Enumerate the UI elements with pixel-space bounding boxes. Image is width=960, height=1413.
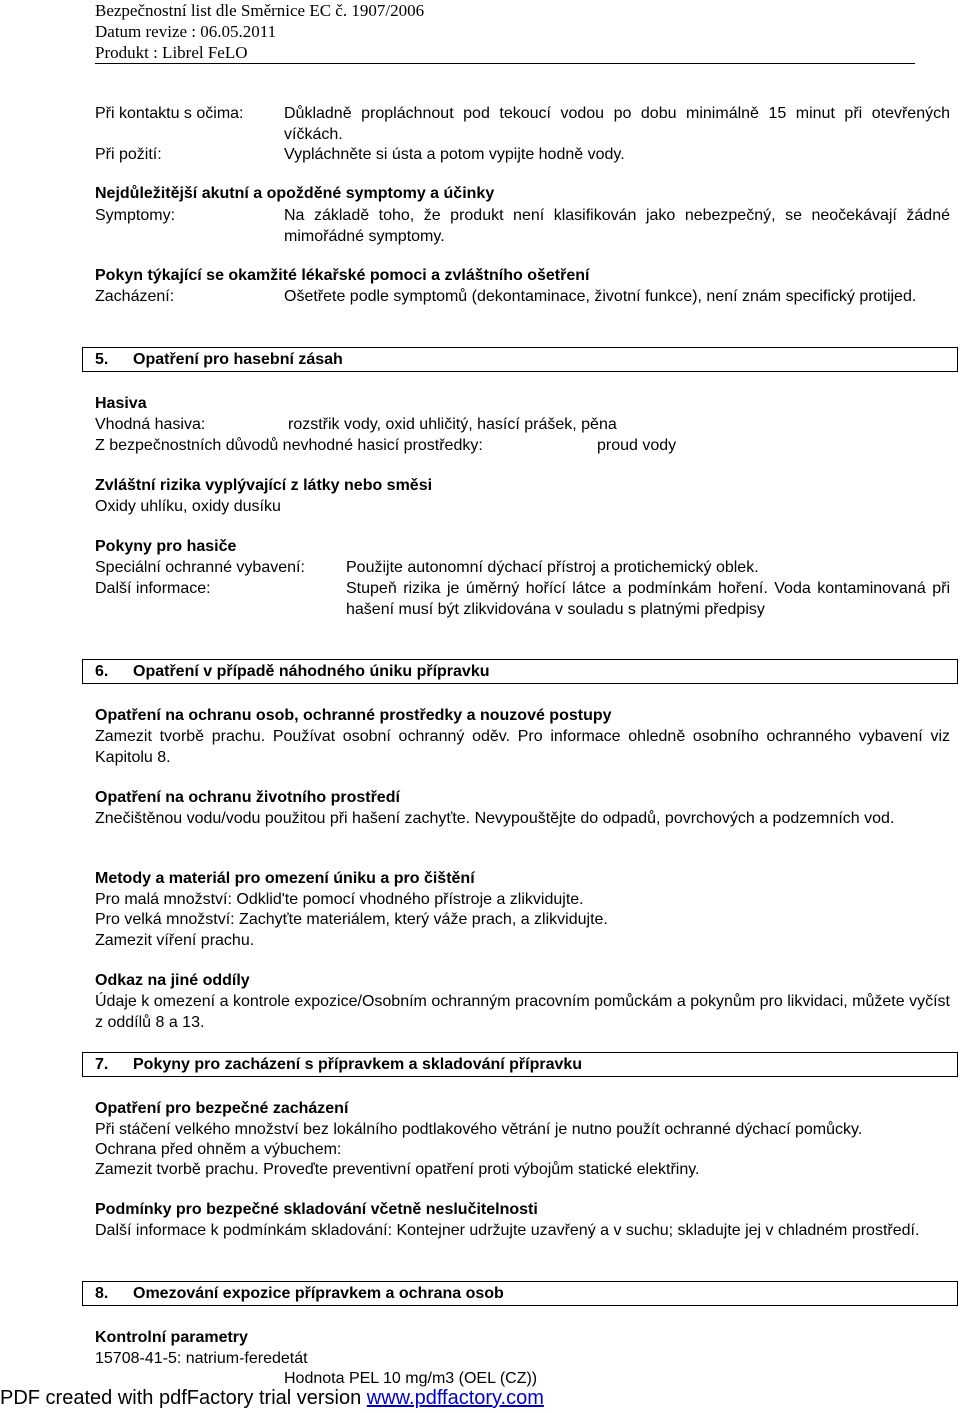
header-revision-date: Datum revize : 06.05.2011 xyxy=(95,22,277,41)
section-7-header xyxy=(82,1052,958,1077)
storage-heading: Podmínky pro bezpečné skladování včetně neslučitelnosti xyxy=(95,1201,538,1218)
section-7-number: 7. xyxy=(95,1056,109,1073)
eyes-text: Důkladně propláchnout pod tekoucí vodou po dobu minimálně 15 minut při otevřených víčkách. xyxy=(284,105,950,143)
hazards-heading: Zvláštní rizika vyplývající z látky nebo směsi xyxy=(95,477,433,494)
section-5-title: Opatření pro hasební zásah xyxy=(133,351,343,368)
cleanup-large: Pro velká množství: Zachyťte materiálem, který váže prach, a zlikvidujte. xyxy=(95,911,608,928)
personal-precautions-heading: Opatření na ochranu osob, ochranné prostředky a nouzové postupy xyxy=(95,707,612,724)
pel-value: Hodnota PEL 10 mg/m3 (OEL (CZ)) xyxy=(284,1370,538,1387)
references-heading: Odkaz na jiné oddíly xyxy=(95,972,250,989)
document-header xyxy=(95,0,915,63)
safe-handling-heading: Opatření pro bezpečné zacházení xyxy=(95,1100,349,1117)
cleanup-dust: Zamezit víření prachu. xyxy=(95,932,255,949)
treatment-text: Ošetřete podle symptomů (dekontaminace, životní funkce), není znám specifický protijed. xyxy=(284,288,917,305)
footer-text: PDF created with pdfFactory trial version xyxy=(0,1387,367,1409)
environment-heading: Opatření na ochranu životního prostředí xyxy=(95,789,400,806)
pdf-footer xyxy=(0,1386,544,1410)
cleanup-small: Pro malá množství: Odklid'te pomocí vhodného přístroje a zlikvidujte. xyxy=(95,891,584,908)
firefighters-heading: Pokyny pro hasiče xyxy=(95,538,237,555)
header-product: Produkt : Librel FeLO xyxy=(95,43,248,62)
section-7-title: Pokyny pro zacházení s přípravkem a skladování přípravku xyxy=(133,1056,583,1073)
section-8-number: 8. xyxy=(95,1285,109,1302)
unsuitable-media-label: Z bezpečnostních důvodů nevhodné hasicí prostředky: xyxy=(95,437,483,454)
unsuitable-media-value: proud vody xyxy=(597,437,677,454)
header-divider xyxy=(95,63,915,64)
ingest-text: Vypláchněte si ústa a potom vypijte hodně vody. xyxy=(284,146,625,163)
symptoms-text: Na základě toho, že produkt není klasifikován jako nebezpečný, se neočekávají žádné mimořádné symptomy. xyxy=(284,207,950,245)
personal-precautions-text: Zamezit tvorbě prachu. Používat osobní ochranný oděv. Pro informace ohledně osobního ochranného vybavení viz Kapitolu 8. xyxy=(95,728,950,766)
section-5-number: 5. xyxy=(95,351,109,368)
control-parameters-heading: Kontrolní parametry xyxy=(95,1329,248,1346)
suitable-media-value: rozstřik vody, oxid uhličitý, hasící prášek, pěna xyxy=(288,416,617,433)
ingest-label: Při požití: xyxy=(95,146,162,163)
ppe-label: Speciální ochranné vybavení: xyxy=(95,559,305,576)
substance-cas: 15708-41-5: natrium-feredetát xyxy=(95,1350,308,1367)
safe-handling-text: Při stáčení velkého množství bez lokálního podtlakového větrání je nutno použít ochranné dýchací pomůcky. xyxy=(95,1121,863,1138)
medical-heading: Pokyn týkající se okamžité lékařské pomoci a zvláštního ošetření xyxy=(95,267,590,284)
section-8-title: Omezování expozice přípravkem a ochrana osob xyxy=(133,1285,504,1302)
references-text: Údaje k omezení a kontrole expozice/Osobním ochranným pracovním pomůckám a pokynům pro likvidaci, můžete vyčíst z oddílů 8 a 13. xyxy=(95,993,950,1031)
eyes-label: Při kontaktu s očima: xyxy=(95,105,244,122)
symptoms-heading: Nejdůležitější akutní a opožděné symptomy a účinky xyxy=(95,185,495,202)
fire-protection-label: Ochrana před ohněm a výbuchem: xyxy=(95,1141,342,1158)
footer-link[interactable]: www.pdffactory.com xyxy=(366,1387,544,1409)
section-6-number: 6. xyxy=(95,663,109,680)
treatment-label: Zacházení: xyxy=(95,288,175,305)
storage-text: Další informace k podmínkám skladování: Kontejner udržujte uzavřený a v suchu; skladujte jej v chladném prostředí. xyxy=(95,1222,920,1239)
environment-text: Znečištěnou vodu/vodu použitou při hašení zachyťte. Nevypouštějte do odpadů, povrchových a podzemních vod. xyxy=(95,810,895,827)
ppe-value: Použijte autonomní dýchací přístroj a protichemický oblek. xyxy=(346,559,759,576)
further-info-label: Další informace: xyxy=(95,580,211,597)
section-6-title: Opatření v případě náhodného úniku přípravku xyxy=(133,663,490,680)
section-6-header xyxy=(82,659,958,684)
cleanup-heading: Metody a materiál pro omezení úniku a pro čištění xyxy=(95,870,475,887)
media-heading: Hasiva xyxy=(95,395,147,412)
section-5-header xyxy=(82,347,958,372)
fire-protection-text: Zamezit tvorbě prachu. Proveďte preventivní opatření proti výbojům statické elektřiny. xyxy=(95,1161,700,1178)
suitable-media-label: Vhodná hasiva: xyxy=(95,416,206,433)
header-title: Bezpečnostní list dle Směrnice EC č. 1907/2006 xyxy=(95,1,425,20)
section-8-header xyxy=(82,1281,958,1306)
hazards-text: Oxidy uhlíku, oxidy dusíku xyxy=(95,498,281,515)
further-info-value: Stupeň rizika je úměrný hořící látce a podmínkám hoření. Voda kontaminovaná při hašení musí být zlikvidována v souladu s platnými předpisy xyxy=(346,580,950,618)
symptoms-label: Symptomy: xyxy=(95,207,176,224)
